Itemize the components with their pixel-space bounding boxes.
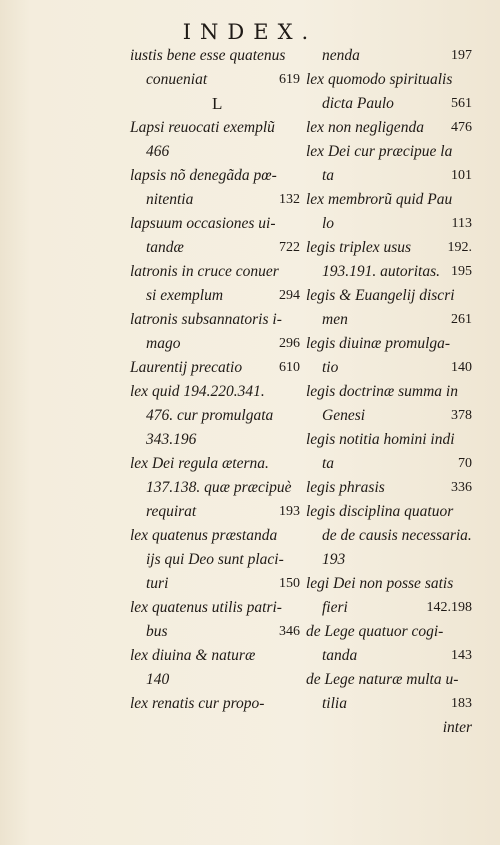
right-index-column: [306, 44, 472, 740]
entry-text: conueniat: [146, 71, 208, 88]
page-reference: 142.198: [426, 600, 472, 615]
entry-text: requirat: [146, 503, 197, 520]
index-entry-line: [130, 116, 300, 140]
index-entry-line: [130, 164, 300, 188]
entry-text: legis triplex usus: [306, 239, 412, 256]
entry-text: tandæ: [146, 239, 184, 256]
entry-text: iustis bene esse quatenus: [130, 47, 286, 64]
entry-text: lapsuum occasiones ui-: [130, 215, 276, 232]
entry-text: 137.138. quæ præcipuè: [146, 479, 292, 496]
entry-text: lo: [322, 215, 335, 232]
index-entry-line: [130, 428, 300, 452]
entry-text: lex non negligenda: [306, 119, 424, 136]
entry-text: ta: [322, 167, 335, 184]
section-letter: L: [212, 94, 223, 113]
index-entry-line: [306, 692, 472, 716]
index-entry-line: [130, 572, 300, 596]
index-entry-line: [130, 92, 300, 116]
entry-text: 193.191. autoritas.: [322, 263, 440, 280]
entry-text: lex renatis cur propo-: [130, 695, 265, 712]
entry-text: legis phrasis: [306, 479, 385, 496]
entry-text: de Lege naturæ multa u-: [306, 671, 459, 688]
entry-text: dicta Paulo: [322, 95, 394, 112]
entry-text: bus: [146, 623, 168, 640]
entry-text: legis disciplina quatuor: [306, 503, 454, 520]
index-entry-line: [306, 44, 472, 68]
index-entry-line: [306, 620, 472, 644]
entry-text: nenda: [322, 47, 360, 64]
index-entry-line: [306, 644, 472, 668]
entry-text: tio: [322, 359, 339, 376]
page-reference: 619: [279, 72, 300, 87]
entry-text: turi: [146, 575, 169, 592]
index-entry-line: [306, 428, 472, 452]
entry-text: lex quatenus utilis patri-: [130, 599, 282, 616]
page-reference: 261: [451, 312, 472, 327]
index-entry-line: [306, 68, 472, 92]
index-entry-line: [306, 212, 472, 236]
page-reference: 722: [279, 240, 300, 255]
index-entry-line: [306, 284, 472, 308]
entry-text: legis notitia homini indi: [306, 431, 455, 448]
index-entry-line: [130, 68, 300, 92]
index-entry-line: [306, 476, 472, 500]
index-entry-line: [306, 164, 472, 188]
entry-text: inter: [442, 719, 472, 736]
index-entry-line: [306, 524, 472, 548]
index-entry-line: [306, 356, 472, 380]
index-entry-line: [130, 668, 300, 692]
index-entry-line: [130, 284, 300, 308]
entry-text: legis doctrinæ summa in: [306, 383, 458, 400]
entry-text: lex quatenus præstanda: [130, 527, 278, 544]
page-reference: 197: [451, 48, 472, 63]
index-entry-line: [306, 116, 472, 140]
entry-text: 343.196: [146, 431, 197, 448]
index-entry-line: [306, 668, 472, 692]
index-entry-line: [306, 140, 472, 164]
entry-text: ta: [322, 455, 335, 472]
index-entry-line: [306, 332, 472, 356]
page-reference: 296: [279, 336, 300, 351]
page-reference: 70: [458, 456, 472, 471]
index-entry-line: [306, 572, 472, 596]
entry-text: Lapsi reuocati exemplũ: [130, 119, 275, 136]
entry-text: 140: [146, 671, 170, 688]
index-entry-line: [306, 404, 472, 428]
index-entry-line: [130, 236, 300, 260]
entry-text: nitentia: [146, 191, 194, 208]
page-reference: 561: [451, 96, 472, 111]
entry-text: lex quomodo spiritualis: [306, 71, 453, 88]
entry-text: legis diuinæ promulga-: [306, 335, 451, 352]
entry-text: lex diuina & naturæ: [130, 647, 256, 664]
page-reference: 132: [279, 192, 300, 207]
index-entry-line: [130, 140, 300, 164]
index-entry-line: [306, 500, 472, 524]
page-reference: 336: [451, 480, 472, 495]
index-entry-line: [306, 236, 472, 260]
index-entry-line: [306, 452, 472, 476]
entry-text: 193: [322, 551, 346, 568]
index-entry-line: [306, 188, 472, 212]
page-reference: 192.: [447, 240, 472, 255]
entry-text: lapsis nõ denegãda pœ-: [130, 167, 277, 184]
index-entry-line: [130, 332, 300, 356]
entry-text: lex quid 194.220.341.: [130, 383, 265, 400]
entry-text: 466: [146, 143, 170, 160]
catchword: [306, 716, 472, 740]
index-entry-line: [130, 548, 300, 572]
index-entry-line: [306, 308, 472, 332]
index-entry-line: [130, 524, 300, 548]
entry-text: lex Dei cur præcipue la: [306, 143, 453, 160]
index-entry-line: [130, 380, 300, 404]
page-reference: 193: [279, 504, 300, 519]
page-reference: 476: [451, 120, 472, 135]
entry-text: tilia: [322, 695, 347, 712]
page-reference: 610: [279, 360, 300, 375]
index-entry-line: [130, 692, 300, 716]
entry-text: 476. cur promulgata: [146, 407, 274, 424]
entry-text: de Lege quatuor cogi-: [306, 623, 444, 640]
entry-text: de de causis necessaria.: [322, 527, 472, 544]
entry-text: Genesi: [322, 407, 366, 424]
entry-text: fieri: [322, 599, 348, 616]
index-entry-line: [130, 188, 300, 212]
entry-text: ijs qui Deo sunt placi-: [146, 551, 284, 568]
page-reference: 294: [279, 288, 300, 303]
page-reference: 113: [451, 216, 472, 231]
index-entry-line: [306, 380, 472, 404]
page-reference: 150: [279, 576, 300, 591]
entry-text: men: [322, 311, 348, 328]
entry-text: si exemplum: [146, 287, 224, 304]
index-entry-line: [130, 452, 300, 476]
index-entry-line: [306, 260, 472, 284]
left-index-column: [130, 44, 300, 716]
entry-text: legis & Euangelij discri: [306, 287, 455, 304]
entry-text: lex Dei regula æterna.: [130, 455, 269, 472]
index-entry-line: [130, 260, 300, 284]
entry-text: Laurentij precatio: [130, 359, 243, 376]
entry-text: legi Dei non posse satis: [306, 575, 454, 592]
page-header: INDEX.: [182, 20, 318, 44]
index-entry-line: [130, 356, 300, 380]
page-reference: 140: [451, 360, 472, 375]
entry-text: mago: [146, 335, 181, 352]
page-reference: 143: [451, 648, 472, 663]
index-entry-line: [130, 44, 300, 68]
index-entry-line: [130, 644, 300, 668]
entry-text: latronis in cruce conuer: [130, 263, 279, 280]
page-reference: 195: [451, 264, 472, 279]
index-entry-line: [130, 212, 300, 236]
index-entry-line: [130, 596, 300, 620]
index-entry-line: [306, 596, 472, 620]
index-entry-line: [130, 620, 300, 644]
page-reference: 346: [279, 624, 300, 639]
index-entry-line: [130, 476, 300, 500]
page-reference: 378: [451, 408, 472, 423]
index-entry-line: [306, 548, 472, 572]
entry-text: tanda: [322, 647, 358, 664]
page-reference: 183: [451, 696, 472, 711]
entry-text: latronis subsannatoris i-: [130, 311, 282, 328]
entry-text: lex membrorũ quid Pau: [306, 191, 453, 208]
index-entry-line: [130, 500, 300, 524]
page-reference: 101: [451, 168, 472, 183]
index-entry-line: [130, 404, 300, 428]
index-entry-line: [130, 308, 300, 332]
index-entry-line: [306, 92, 472, 116]
